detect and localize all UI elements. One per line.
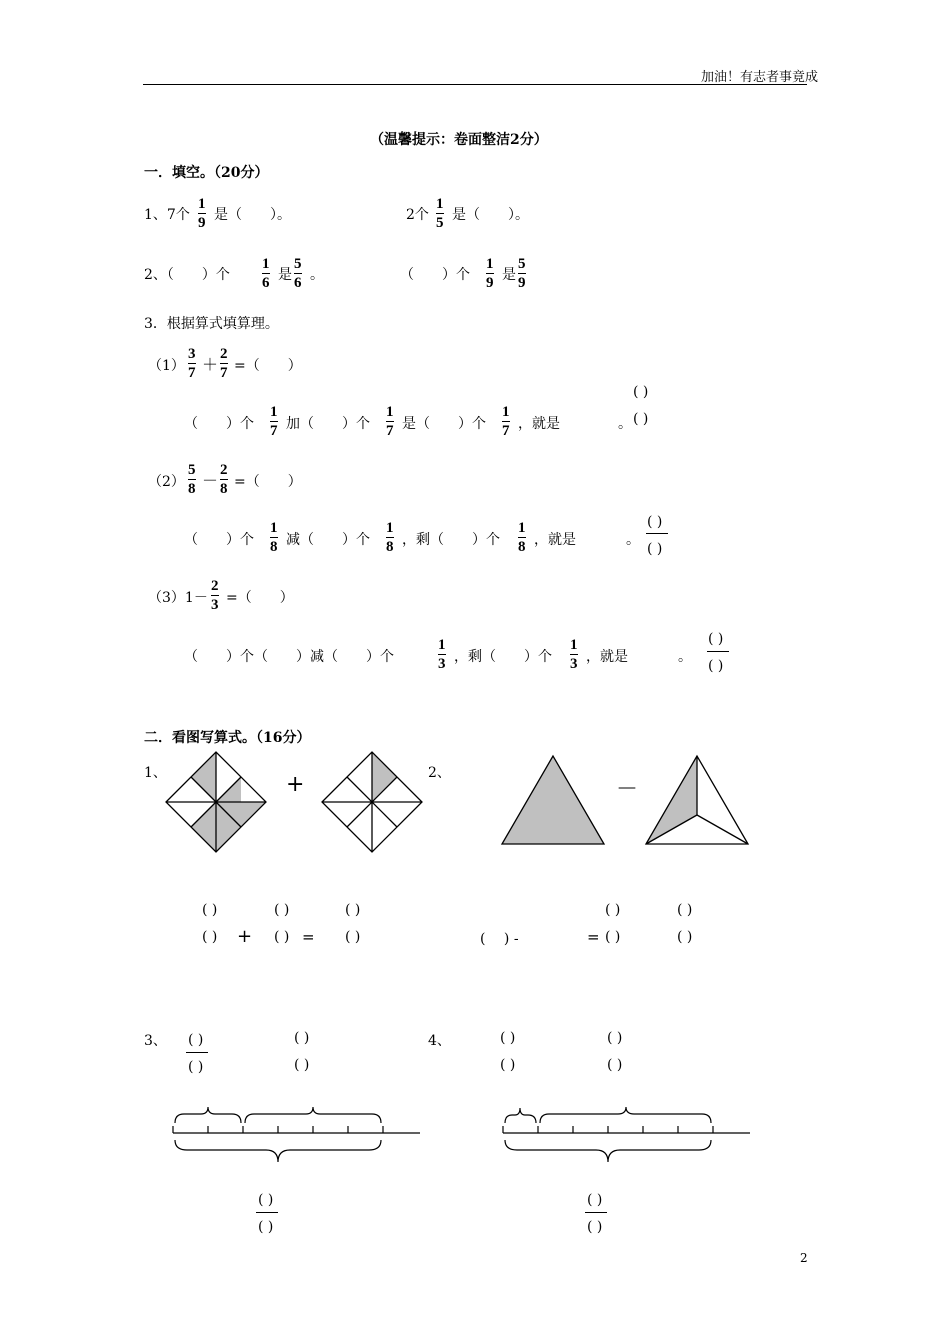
s2-q2-blank-2-den: ( )	[677, 929, 693, 945]
s2-q4-blank-2-den: ( )	[607, 1057, 623, 1073]
number-line-3	[173, 1107, 420, 1162]
s2-q4-blank-1-den: ( )	[500, 1057, 516, 1073]
q3-1-blank-numerator: ( )	[633, 384, 649, 400]
s2-q2-blank-1-num: ( )	[605, 902, 621, 918]
diamond-figure-2	[322, 752, 422, 852]
q3-1-unit-fraction-2: 1 7	[386, 404, 394, 439]
q3-1-fraction-2: 2 7	[220, 346, 228, 381]
s2-q1-blank-1-num: ( )	[202, 902, 218, 918]
q3-1-label: （1）	[148, 358, 185, 374]
q3-3-label: （3）1－	[148, 590, 208, 606]
s2-q4-blank-3-bar	[585, 1212, 607, 1213]
s2-q3-blank-3-bar	[256, 1212, 278, 1213]
triangle-figure-2	[646, 756, 748, 844]
q2a-fraction-2: 5 6	[294, 256, 302, 291]
diamond-figure-1	[166, 752, 266, 852]
q2a-mid: 是	[278, 267, 292, 283]
tip: （温馨提示：卷面整洁2分）	[370, 132, 548, 148]
q2b-mid: 是	[502, 267, 516, 283]
s2-q4-blank-1-num: ( )	[500, 1030, 516, 1046]
q3-2-fraction-2: 2 8	[220, 462, 228, 497]
s2-q2-label: 2、	[428, 765, 451, 781]
brace-bottom-4	[505, 1140, 711, 1162]
q3-2-label: （2）	[148, 474, 185, 490]
q2b-fraction-2: 5 9	[518, 256, 526, 291]
s2-q3-blank-1-bar	[186, 1052, 208, 1053]
q3-3-unit-fraction-1: 1 3	[438, 637, 446, 672]
s2-q1-plus: +	[286, 772, 305, 797]
q3-2-operator: －	[202, 471, 219, 490]
s2-q1-blank-3-den: ( )	[345, 929, 361, 945]
q1b-prefix: 2个	[406, 207, 429, 223]
q1b-fraction: 1 5	[436, 196, 444, 231]
s2-q4-blank-2-num: ( )	[607, 1030, 623, 1046]
q3-1-unit-fraction-1: 1 7	[270, 404, 278, 439]
q3-2-unit-fraction-1: 1 8	[270, 520, 278, 555]
q1a-prefix: 1、7个	[144, 207, 190, 223]
q2a-fraction-1: 1 6	[262, 256, 270, 291]
s2-q4-blank-3-den: ( )	[587, 1219, 603, 1235]
q3-1-unit-fraction-3: 1 7	[502, 404, 510, 439]
q3-1-text-4: ，就是	[518, 416, 560, 432]
q3-3-blank-denominator: ( )	[708, 658, 724, 674]
section2-title: 二．看图写算式。（16分）	[144, 730, 311, 746]
q3-title: 3．根据算式填算理。	[144, 316, 279, 332]
q3-3-blank-numerator: ( )	[708, 631, 724, 647]
q3-2-text-1: （ ）个	[184, 532, 254, 548]
s2-q2-blank-2-num: ( )	[677, 902, 693, 918]
s2-q3-blank-1-den: ( )	[188, 1059, 204, 1075]
s2-q1-equals: =	[302, 928, 315, 946]
q3-1-equals: =（ ）	[234, 358, 302, 374]
q3-2-blank-denominator: ( )	[647, 541, 663, 557]
brace-top-long-4	[540, 1107, 711, 1123]
q2b-prefix: （ ）个	[400, 267, 470, 283]
section1-title: 一．填空。（20分）	[144, 165, 269, 181]
q3-1-text-1: （ ）个	[184, 416, 254, 432]
q3-2-blank-numerator: ( )	[647, 514, 663, 530]
s2-q1-blank-2-num: ( )	[274, 902, 290, 918]
s2-q2-equals: =	[587, 928, 600, 946]
s2-q3-blank-1-num: ( )	[188, 1032, 204, 1048]
s2-q3-blank-3-num: ( )	[258, 1192, 274, 1208]
q3-3-text-1: （ ）个（ ）减（ ）个	[184, 649, 394, 665]
s2-q4-blank-3-num: ( )	[587, 1192, 603, 1208]
s2-q4-label: 4、	[428, 1033, 451, 1049]
s2-q1-plus-sign: +	[237, 926, 253, 947]
q3-2-text-5: 。	[626, 532, 640, 548]
q3-3-unit-fraction-2: 1 3	[570, 637, 578, 672]
shade-2	[372, 752, 397, 802]
brace-bottom-3	[175, 1140, 381, 1162]
q3-2-unit-fraction-3: 1 8	[518, 520, 526, 555]
q3-1-operator: ＋	[202, 355, 219, 374]
brace-top-short-3	[175, 1107, 241, 1123]
header-motto: 加油！有志者事竟成	[701, 70, 819, 85]
q3-2-unit-fraction-2: 1 8	[386, 520, 394, 555]
s2-q2-blank-1-den: ( )	[605, 929, 621, 945]
q3-3-equals: =（ ）	[226, 590, 294, 606]
q3-3-fraction-1: 2 3	[211, 578, 219, 613]
q3-2-text-3: ，剩（ ）个	[402, 532, 500, 548]
q3-2-text-2: 减（ ）个	[286, 532, 370, 548]
brace-top-short-4	[505, 1108, 536, 1123]
s2-q1-label: 1、	[144, 765, 167, 781]
q3-3-text-3: ，就是	[586, 649, 628, 665]
shade-1e	[191, 752, 216, 802]
q3-2-text-4: ，就是	[534, 532, 576, 548]
s2-q1-blank-2-den: ( )	[274, 929, 290, 945]
q3-3-text-4: 。	[678, 649, 692, 665]
s2-q3-blank-2-den: ( )	[294, 1057, 310, 1073]
q3-1-blank-denominator: ( )	[633, 411, 649, 427]
q1a-fraction: 1 9	[198, 196, 206, 231]
shade-1b	[191, 802, 216, 852]
q2a-prefix: 2、（ ）个	[144, 267, 230, 283]
q3-1-text-5: 。	[618, 416, 632, 432]
s2-q2-minus: －	[616, 777, 639, 802]
q3-1-text-3: 是（ ）个	[402, 416, 486, 432]
q3-3-text-2: ，剩（ ）个	[454, 649, 552, 665]
q3-2-equals: =（ ）	[234, 474, 302, 490]
s2-q3-blank-3-den: ( )	[258, 1219, 274, 1235]
triangle-figure-1	[502, 756, 604, 844]
brace-top-long-3	[245, 1107, 381, 1123]
s2-q1-blank-1-den: ( )	[202, 929, 218, 945]
q3-1-text-2: 加（ ）个	[286, 416, 370, 432]
s2-q3-label: 3、	[144, 1033, 167, 1049]
q3-2-fraction-1: 5 8	[188, 462, 196, 497]
page-number: 2	[800, 1251, 808, 1265]
q1b-suffix: 是（ ）。	[452, 207, 529, 223]
number-line-4	[503, 1107, 750, 1162]
q2a-suffix: 。	[310, 267, 324, 283]
q2b-fraction-1: 1 9	[486, 256, 494, 291]
s2-q1-blank-3-num: ( )	[345, 902, 361, 918]
s2-q2-minus-text: ( ) -	[480, 931, 519, 947]
q3-1-fraction-1: 3 7	[188, 346, 196, 381]
s2-q3-blank-2-num: ( )	[294, 1030, 310, 1046]
q1a-suffix: 是（ ）。	[214, 207, 291, 223]
